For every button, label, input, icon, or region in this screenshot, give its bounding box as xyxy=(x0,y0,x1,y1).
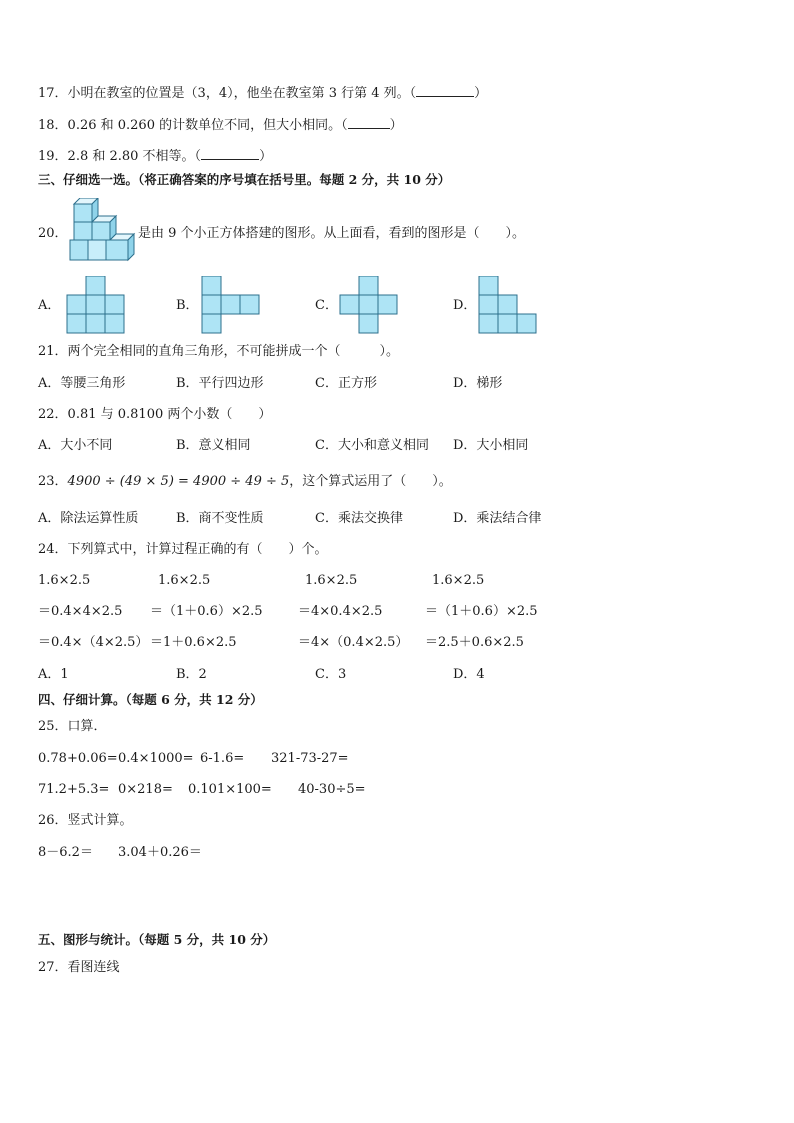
q19-close: ） xyxy=(259,149,273,164)
q25-item-5: 71.2+5.3= xyxy=(38,782,110,797)
q24-option-c[interactable]: C．3 xyxy=(315,667,347,682)
answer-blank[interactable] xyxy=(416,84,474,97)
q17-close: ） xyxy=(474,86,488,101)
cube-stack-figure xyxy=(66,198,140,266)
q23-option-a[interactable]: A．除法运算性质 xyxy=(38,511,139,526)
q23-text: ，这个算式运用了（ ）。 xyxy=(289,474,452,489)
question-26: 26．竖式计算。 xyxy=(38,813,133,828)
q19-text: 19．2.8 和 2.80 不相等。（ xyxy=(38,149,202,164)
question-27: 27．看图连线 xyxy=(38,960,120,975)
q24-calc-1-line-1: 1.6×2.5 xyxy=(38,573,91,588)
q22-option-d[interactable]: D．大小相同 xyxy=(453,438,529,453)
q21-option-c[interactable]: C．正方形 xyxy=(315,376,377,391)
section-3-heading: 三、仔细选一选。（将正确答案的序号填在括号里。每题 2 分，共 10 分） xyxy=(38,172,451,187)
q17-text: 17．小明在教室的位置是（3，4），他坐在教室第 3 行第 4 列。（ xyxy=(38,86,417,101)
q22-option-c[interactable]: C．大小和意义相同 xyxy=(315,438,429,453)
section-5-heading: 五、图形与统计。（每题 5 分，共 10 分） xyxy=(38,932,276,947)
q20-option-a-label[interactable]: A． xyxy=(38,298,61,313)
q24-calc-4-line-2: ＝（1＋0.6）×2.5 xyxy=(425,604,538,619)
top-view-b-figure xyxy=(201,276,261,334)
question-22: 22．0.81 与 0.8100 两个小数（ ） xyxy=(38,407,272,422)
q24-option-a[interactable]: A．1 xyxy=(38,667,69,682)
q23-number: 23． xyxy=(38,474,68,489)
q20-text: 是由 9 个小正方体搭建的图形。从上面看，看到的图形是（ ）。 xyxy=(138,226,526,241)
q24-calc-4-line-3: ＝2.5＋0.6×2.5 xyxy=(425,635,524,650)
top-view-c-figure xyxy=(339,276,399,334)
q24-calc-2-line-2: ＝（1＋0.6）×2.5 xyxy=(150,604,263,619)
q25-item-7: 0.101×100= xyxy=(188,782,272,797)
question-23 xyxy=(38,474,452,490)
q24-calc-3-line-2: ＝4×0.4×2.5 xyxy=(298,604,383,619)
q26-item-1: 8－6.2＝ xyxy=(38,845,93,860)
q26-item-2: 3.04＋0.26＝ xyxy=(118,845,202,860)
q25-item-8: 40-30÷5= xyxy=(298,782,366,797)
q24-calc-3-line-3: ＝4×（0.4×2.5） xyxy=(298,635,409,650)
answer-blank[interactable] xyxy=(348,116,390,129)
q23-option-d[interactable]: D．乘法结合律 xyxy=(453,511,542,526)
q24-option-b[interactable]: B．2 xyxy=(176,667,207,682)
question-25: 25．口算． xyxy=(38,719,107,734)
q24-calc-4-line-1: 1.6×2.5 xyxy=(432,573,485,588)
q24-calc-3-line-1: 1.6×2.5 xyxy=(305,573,358,588)
q20-number: 20． xyxy=(38,226,68,241)
q18-close: ） xyxy=(389,118,403,133)
q25-item-2: 0.4×1000= xyxy=(118,751,194,766)
q25-item-1: 0.78+0.06= xyxy=(38,751,118,766)
q24-calc-2-line-1: 1.6×2.5 xyxy=(158,573,211,588)
q22-option-a[interactable]: A．大小不同 xyxy=(38,438,113,453)
q24-option-d[interactable]: D．4 xyxy=(453,667,485,682)
q22-option-b[interactable]: B．意义相同 xyxy=(176,438,251,453)
q21-option-b[interactable]: B．平行四边形 xyxy=(176,376,264,391)
q25-item-3: 6-1.6= xyxy=(200,751,245,766)
top-view-d-figure xyxy=(478,276,538,334)
q25-item-6: 0×218= xyxy=(118,782,173,797)
question-18 xyxy=(38,116,403,134)
q23-option-c[interactable]: C．乘法交换律 xyxy=(315,511,403,526)
question-21: 21．两个完全相同的直角三角形，不可能拼成一个（ ）。 xyxy=(38,344,400,359)
q20-option-c-label[interactable]: C． xyxy=(315,298,338,313)
q24-calc-1-line-2: ＝0.4×4×2.5 xyxy=(38,604,123,619)
answer-blank[interactable] xyxy=(201,147,259,160)
top-view-a-figure xyxy=(66,276,126,334)
question-19 xyxy=(38,147,272,165)
q20-option-b-label[interactable]: B． xyxy=(176,298,199,313)
q23-option-b[interactable]: B．商不变性质 xyxy=(176,511,264,526)
q23-formula: 4900 ÷ (49 × 5) = 4900 ÷ 49 ÷ 5 xyxy=(67,474,290,489)
q18-text: 18．0.26 和 0.260 的计数单位不同，但大小相同。（ xyxy=(38,118,348,133)
q24-calc-1-line-3: ＝0.4×（4×2.5） xyxy=(38,635,149,650)
q20-option-d-label[interactable]: D． xyxy=(453,298,477,313)
q25-item-4: 321-73-27= xyxy=(271,751,349,766)
section-4-heading: 四、仔细计算。（每题 6 分，共 12 分） xyxy=(38,692,263,707)
question-24: 24．下列算式中，计算过程正确的有（ ）个。 xyxy=(38,542,328,557)
question-17 xyxy=(38,84,487,102)
q24-calc-2-line-3: ＝1＋0.6×2.5 xyxy=(150,635,237,650)
q21-option-d[interactable]: D．梯形 xyxy=(453,376,503,391)
q21-option-a[interactable]: A．等腰三角形 xyxy=(38,376,126,391)
